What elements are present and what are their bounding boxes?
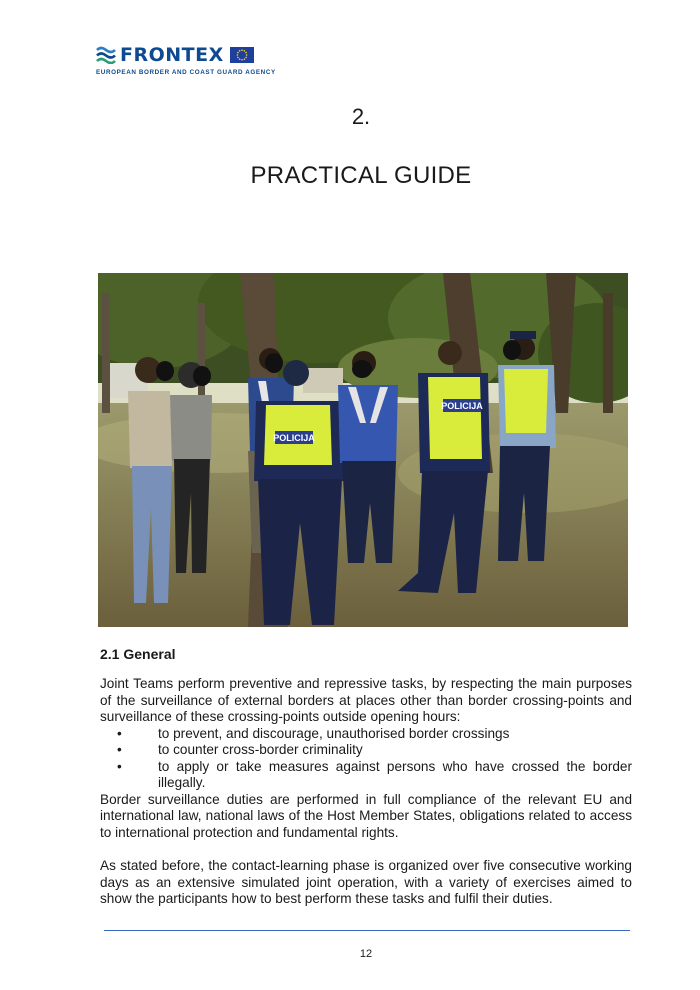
agency-name: EUROPEAN BORDER AND COAST GUARD AGENCY bbox=[96, 69, 276, 76]
frontex-waves-icon bbox=[96, 46, 116, 64]
eu-flag-icon bbox=[230, 47, 254, 63]
compliance-paragraph: Border surveillance duties are performed in full compliance of the relevant EU and international law, national laws of the Host Member States, obligations related to access to international protection and fundamental rights. bbox=[100, 791, 632, 840]
intro-paragraph: Joint Teams perform preventive and repressive tasks, by respecting the main purposes of the surveillance of external borders at places other than border crossing-points and surveillance of these crossing-points outside opening hours: bbox=[100, 676, 632, 724]
chapter-number: 2. bbox=[351, 104, 371, 129]
vest-label-right: POLICIJA bbox=[441, 401, 483, 411]
section-heading: 2.1 General bbox=[100, 646, 176, 662]
list-item: • to prevent, and discourage, unauthorised border crossings bbox=[100, 726, 632, 743]
brand-name: FRONTEX bbox=[120, 44, 224, 66]
list-item: • to counter cross-border criminality bbox=[100, 742, 632, 759]
chapter-title: PRACTICAL GUIDE bbox=[250, 162, 472, 189]
task-list bbox=[100, 726, 632, 792]
team-photo bbox=[98, 273, 628, 627]
section-body bbox=[100, 676, 632, 908]
vest-label-front: POLICIJA bbox=[273, 433, 315, 443]
page-number: 12 bbox=[359, 948, 373, 960]
list-item: • to apply or take measures against persons who have crossed the border illegally. bbox=[100, 759, 632, 792]
footer-divider bbox=[104, 930, 630, 931]
frontex-logo bbox=[96, 44, 276, 76]
contact-learning-paragraph: As stated before, the contact-learning phase is organized over five consecutive working days as an extensive simulated joint operation, with a variety of exercises aimed to show the participants how to best perform these tasks and fulfil their duties. bbox=[100, 858, 632, 906]
